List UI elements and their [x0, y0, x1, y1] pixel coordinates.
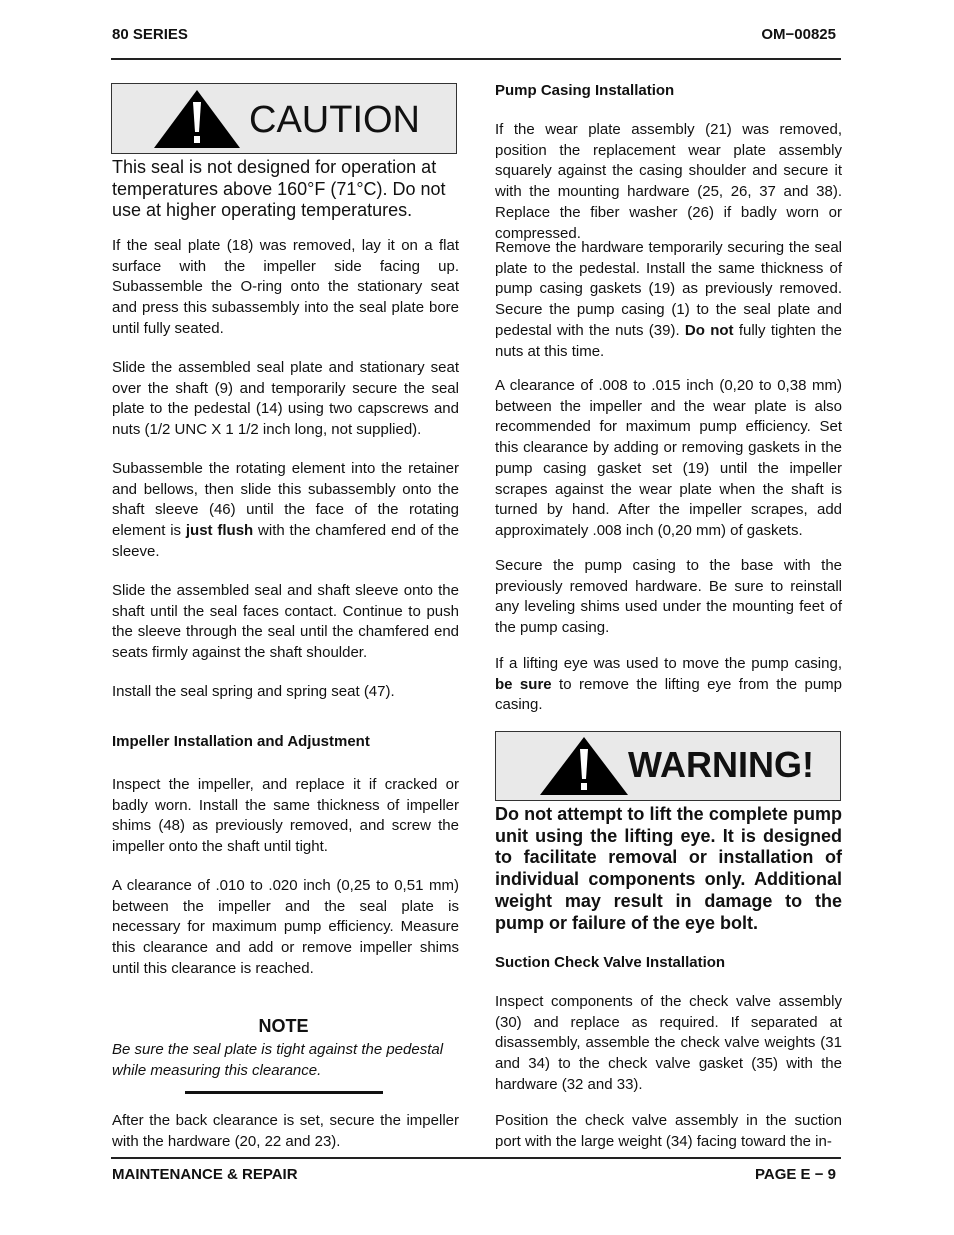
emphasis-do-not: Do not	[684, 321, 734, 339]
text-span: Remove the hardware temporarily securing the seal plate to the pedestal. Install the same thickness of pump casing gaskets (19) as previously removed. Secure the pump casing (1) to the seal plate and pedestal with the nuts (39).	[495, 239, 842, 339]
text-span: to remove the lifting eye from the pump casing.	[495, 675, 843, 714]
footer-page-number: PAGE E − 9	[754, 1166, 836, 1183]
emphasis-be-sure: be sure	[495, 675, 552, 693]
paragraph-inspect-impeller: Inspect the impeller, and replace it if cracked or badly worn. Install the same thickness of impeller shims (48) as previously removed, and screw the impeller onto the shaft until tight.	[112, 776, 459, 856]
paragraph-wear-plate-clearance: A clearance of .008 to .015 inch (0,20 to 0,38 mm) between the impeller and the wear plate is also recommended for maximum pump efficiency. Set this clearance by adding or removing gaskets in the pump casing gasket set (19) until the impeller scrapes against the wear plate when the shaft is turned by hand. After the impeller scrapes, add approximately .008 inch (0,20 mm) of gaskets.	[495, 377, 842, 539]
heading-impeller: Impeller Installation and Adjustment	[112, 733, 370, 750]
paragraph-wear-plate: If the wear plate assembly (21) was removed, position the replacement wear plate assembly squarely against the casing shoulder and secure it with the mounting hardware (25, 26, 37 and 38). Replace the fiber washer (26) if badly worn or compressed.	[495, 121, 842, 242]
paragraph-seal-spring: Install the seal spring and spring seat (47).	[112, 683, 395, 700]
emphasis-just-flush: just flush	[185, 522, 254, 540]
header-series: 80 SERIES	[112, 26, 188, 43]
paragraph-lifting-eye	[495, 654, 842, 716]
header-rule	[111, 58, 841, 60]
header-doc-number: OM−00825	[761, 26, 836, 43]
caution-text: This seal is not designed for operation at temperatures above 160°F (71°C). Do not use at higher operating temperatures.	[112, 157, 446, 220]
paragraph-rotating-element	[112, 459, 459, 563]
footer-rule	[111, 1157, 841, 1159]
paragraph-stationary-seat: Slide the assembled seal plate and stationary seat over the shaft (9) and temporarily secure the seal plate to the pedestal (14) using two capscrews and nuts (1/2 UNC X 1 1/2 inch long, not supplied).	[112, 359, 459, 439]
paragraph-secure-casing: Secure the pump casing to the base with the previously removed hardware. Be sure to reinstall any leveling shims used under the mounting feet of the pump casing.	[495, 557, 842, 637]
paragraph-seal-plate: If the seal plate (18) was removed, lay it on a flat surface with the impeller side facing up. Subassemble the O-ring onto the stationary seat and press this subassembly into the seal plate bore until fully seated.	[112, 237, 459, 337]
warning-label: WARNING!	[628, 744, 814, 785]
caution-label: CAUTION	[249, 99, 420, 141]
paragraph-casing-gaskets	[495, 238, 842, 362]
paragraph-secure-impeller: After the back clearance is set, secure the impeller with the hardware (20, 22 and 23).	[112, 1112, 459, 1150]
warning-triangle-icon	[538, 735, 630, 797]
paragraph-check-valve-components: Inspect components of the check valve assembly (30) and replace as required. If separated at disassembly, assemble the check valve weights (31 and 34) to the check valve gasket (35) with the hardware (32 and 33).	[495, 993, 842, 1093]
paragraph-impeller-clearance: A clearance of .010 to .020 inch (0,25 to 0,51 mm) between the impeller and the seal plate is necessary for maximum pump efficiency. Measure this clearance and add or remove impeller shims until this clearance is reached.	[112, 877, 459, 977]
warning-box	[495, 731, 841, 801]
text-span: fully tighten the nuts at this time.	[495, 321, 842, 360]
note-text: Be sure the seal plate is tight against the pedestal while measuring this clearance.	[112, 1041, 444, 1079]
note-rule	[185, 1091, 383, 1094]
note-title: NOTE	[258, 1016, 309, 1036]
text-span: If a lifting eye was used to move the pump casing,	[495, 655, 842, 672]
warning-text: Do not attempt to lift the complete pump unit using the lifting eye. It is designed to facilitate removal or installation of individual components only. Additional weight may result in damage to the pump or failure of the eye bolt.	[495, 804, 842, 933]
heading-pump-casing: Pump Casing Installation	[495, 82, 675, 99]
footer-section: MAINTENANCE & REPAIR	[112, 1166, 298, 1183]
paragraph-shaft-sleeve: Slide the assembled seal and shaft sleeve onto the shaft until the seal faces contact. Continue to push the sleeve through the seal until the chamfered end seats firmly against the shaft shoulder.	[112, 582, 459, 662]
caution-box	[111, 83, 457, 154]
warning-triangle-icon	[152, 88, 242, 150]
left-column	[112, 236, 459, 340]
paragraph-position-check-valve: Position the check valve assembly in the suction port with the large weight (34) facing toward the in-	[495, 1112, 842, 1150]
text-span: with the chamfered end of the sleeve.	[112, 522, 459, 560]
heading-suction-check-valve: Suction Check Valve Installation	[495, 954, 726, 971]
text-span: Subassemble the rotating element into the retainer and bellows, then slide this subassembly onto the shaft sleeve (46) until the face of the rotating element is	[112, 460, 459, 540]
